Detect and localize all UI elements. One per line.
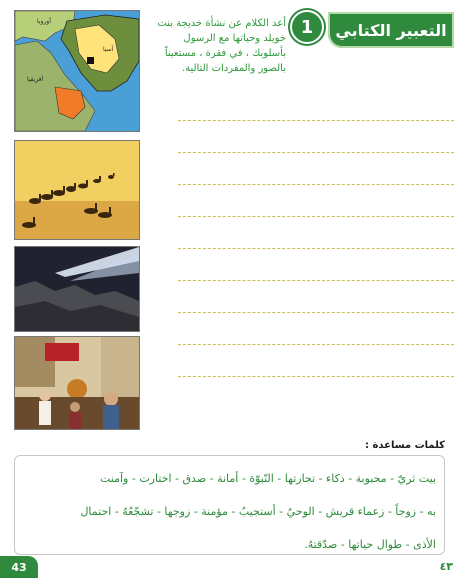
writing-line[interactable] bbox=[178, 376, 454, 377]
writing-line[interactable] bbox=[178, 120, 454, 121]
page-number-latin: 43 bbox=[0, 556, 38, 578]
arabia-map-image bbox=[14, 10, 140, 132]
writing-line[interactable] bbox=[178, 312, 454, 313]
writing-lines bbox=[178, 120, 454, 408]
helper-words-line: به - زوجاً - زعماء قريش - الوحيُ - أستجيبُ - مؤمنة - زوجها - تشجّعُهُ - احتمال bbox=[80, 505, 436, 518]
helper-words-line: الأذى - طوال حياتها - صدّقتهُ. bbox=[304, 538, 436, 551]
writing-line[interactable] bbox=[178, 248, 454, 249]
page-number-arabic: ٤٣ bbox=[439, 560, 453, 573]
cave-light-image bbox=[14, 246, 140, 332]
helper-words-box bbox=[14, 455, 445, 555]
section-title: التعبير الكتابي bbox=[335, 20, 447, 40]
section-header bbox=[328, 12, 454, 48]
exercise-number-badge: 1 bbox=[290, 10, 324, 44]
helper-words-line: بيت ثريّ - محبوبة - ذكاء - تجارتها - النّبوّة - أمانة - صدق - اختارت - وآمنت bbox=[99, 472, 436, 485]
writing-line[interactable] bbox=[178, 280, 454, 281]
writing-line[interactable] bbox=[178, 216, 454, 217]
writing-line[interactable] bbox=[178, 184, 454, 185]
map-label-africa: أفريقيا bbox=[27, 76, 44, 83]
writing-line[interactable] bbox=[178, 344, 454, 345]
helper-words-title: كلمات مساعدة : bbox=[365, 440, 445, 451]
camel-caravan-image bbox=[14, 140, 140, 240]
writing-line[interactable] bbox=[178, 152, 454, 153]
market-scene-image bbox=[14, 336, 140, 430]
map-label-asia: آسيا bbox=[103, 46, 114, 53]
exercise-instruction: أعد الكلام عن نشأة خديجة بنت خويلد وحياتها مع الرسول بأسلوبك ، في فقرة ، مستعيناً بالصور والمفردات التالية. bbox=[157, 18, 286, 74]
map-label-europe: أوروبا bbox=[37, 18, 51, 25]
